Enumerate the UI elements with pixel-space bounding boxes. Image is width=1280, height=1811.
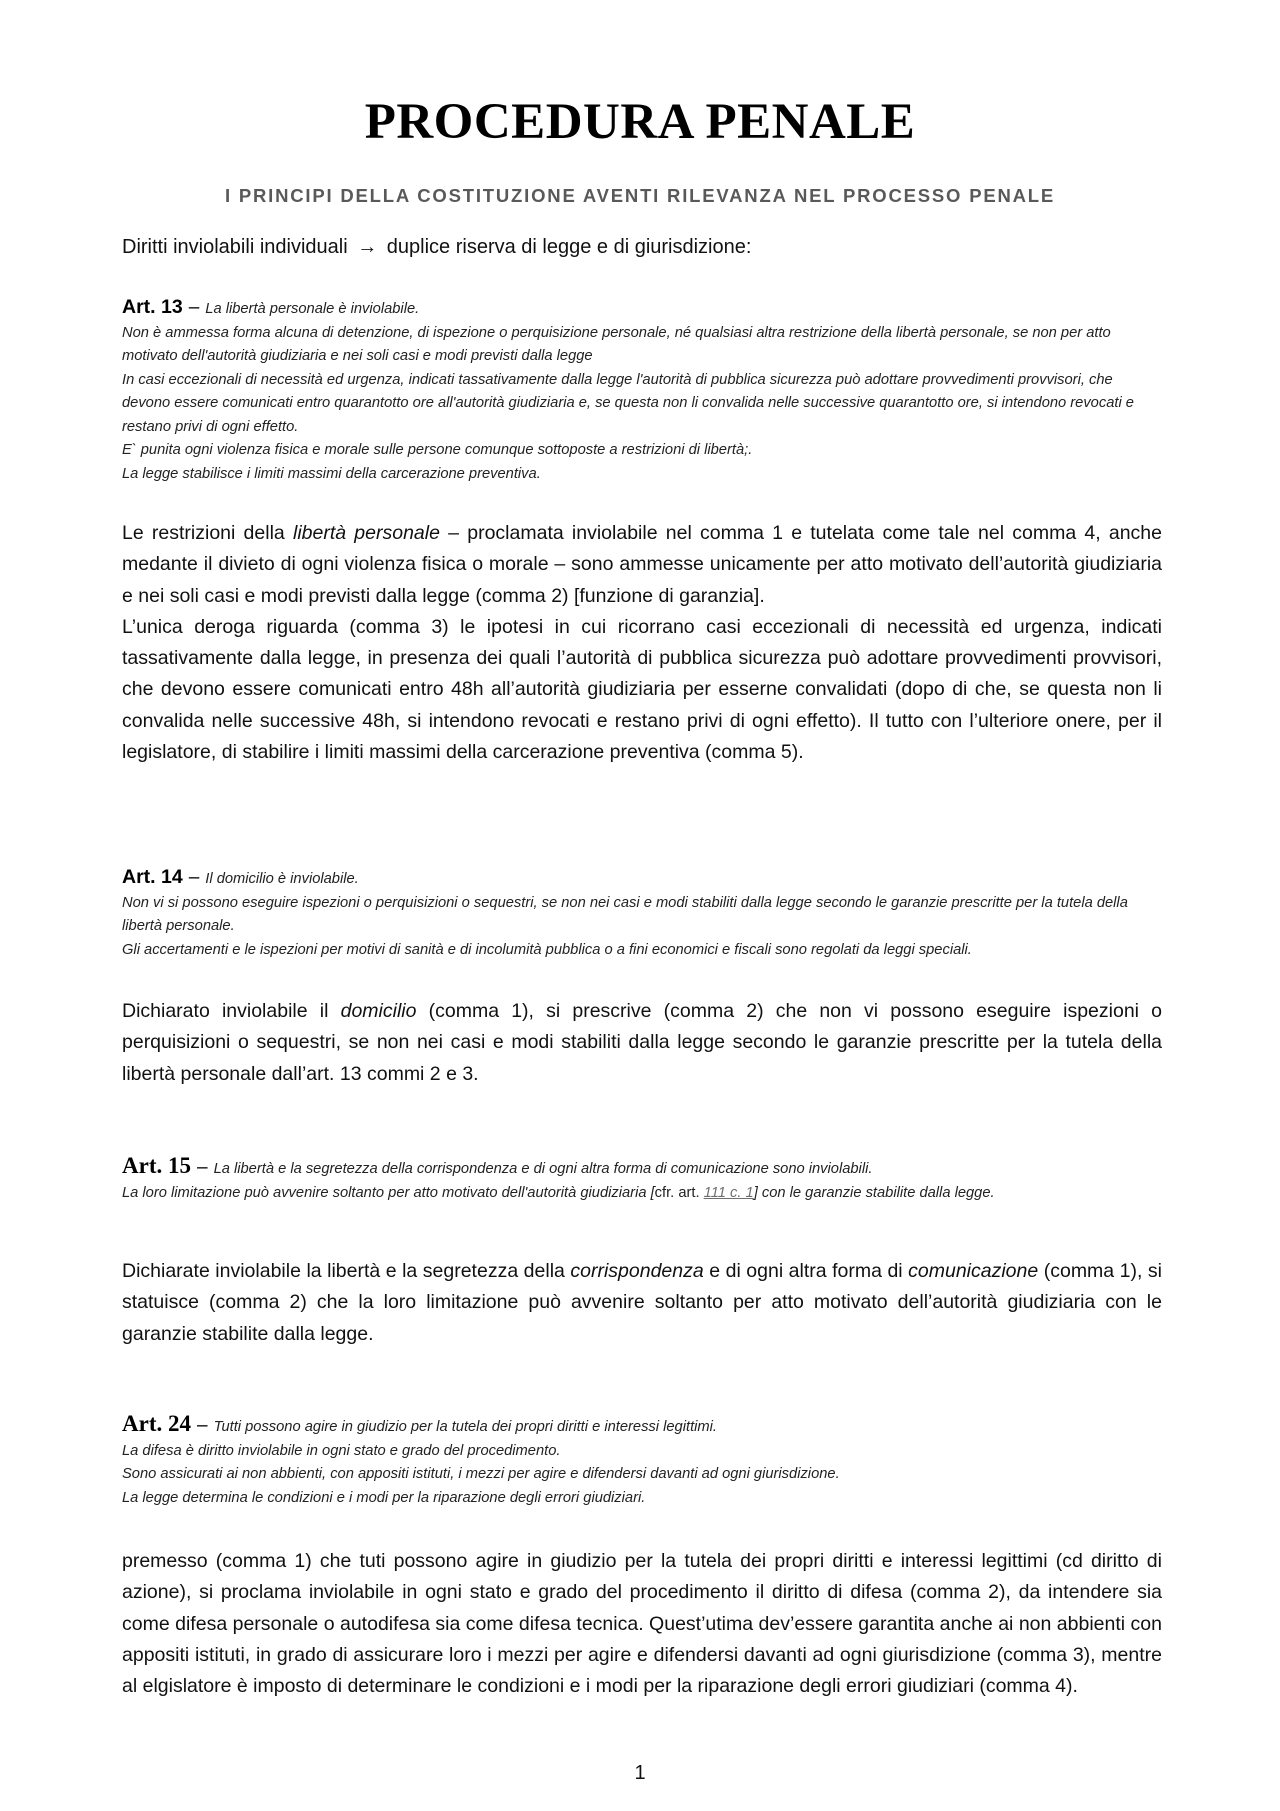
article-13-label: Art. 13 xyxy=(122,296,183,318)
cross-reference-prefix: cfr. art. xyxy=(654,1184,704,1201)
article-13-lead: La libertà personale è inviolabile. xyxy=(205,301,420,317)
commentary-text: Dichiarate inviolabile la libertà e la segretezza della xyxy=(122,1260,571,1282)
article-15-text-segment: ] con le garanzie stabilite dalla legge. xyxy=(753,1184,995,1201)
article-24-paragraph: Sono assicurati ai non abbienti, con appositi istituti, i mezzi per agire e difendersi davanti ad ogni giurisdizione. xyxy=(122,1466,840,1482)
article-24-lead: Tutti possono agire in giudizio per la tutela dei propri diritti e interessi legittimi. xyxy=(213,1419,717,1435)
article-14-text xyxy=(122,866,1162,962)
commentary-paragraph xyxy=(122,996,1162,1090)
commentary-text: (comma 1), si statuisce (comma 2) che la loro limitazione può avvenire soltanto per atto motivato dell’autorità giudiziaria con le garanzie stabilite dalla legge. xyxy=(122,1260,1162,1345)
article-14-paragraph: Non vi si possono eseguire ispezioni o perquisizioni o sequestri, se non nei casi e modi stabiliti dalla legge secondo le garanzie prescritte per la tutela della libertà personale. xyxy=(122,894,1128,934)
article-13-paragraph: In casi eccezionali di necessità ed urgenza, indicati tassativamente dalla legge l'autorità di pubblica sicurezza può adottare provvedimenti provvisori, che devono essere comunicati entro quarantotto ore all'autorità giudiziaria e, se questa non li convalida nelle successive quarantotto ore, si intendono revocati e restano privi di ogni effetto. xyxy=(122,371,1134,435)
article-24-text xyxy=(122,1412,1162,1510)
commentary-text: e di ogni altra forma di xyxy=(703,1260,909,1282)
commentary-text: (comma 1), si prescrive (comma 2) che non vi possono eseguire ispezioni o perquisizioni o sequestri, se non nei casi e modi stabiliti dalla legge secondo le garanzie prescritte per la tutela della libertà personale dall’art. 13 commi 2 e 3. xyxy=(122,1000,1163,1085)
article-111-link[interactable]: 111 c. 1 xyxy=(703,1184,754,1201)
article-14-commentary xyxy=(122,996,1162,1090)
article-13-paragraph: La legge stabilisce i limiti massimi della carcerazione preventiva. xyxy=(122,465,541,482)
commentary-paragraph xyxy=(122,1256,1162,1350)
intro-text-continued: duplice riserva di legge e di giurisdizione: xyxy=(386,236,752,258)
article-13-text xyxy=(122,296,1162,486)
commentary-paragraph: premesso (comma 1) che tuti possono agire in giudizio per la tutela dei propri diritti e interessi legittimi (cd diritto di azione), si proclama inviolabile in ogni stato e grado del procedimento il diritto di difesa (comma 2), da intendere sia come difesa personale o autodifesa sia come difesa tecnica. Quest’utima dev’essere garantita anche ai non abbienti con appositi istituti, in grado di assicurare loro i mezzi per agire e difendersi davanti ad ogni giurisdizione (comma 3), mentre al elgislatore è imposto di determinare le condizioni e i modi per la riparazione degli errori giudiziari (comma 4). xyxy=(122,1550,1162,1698)
commentary-text: – proclamata inviolabile nel comma 1 e tutelata come tale nel comma 4, anche medante il divieto di ogni violenza fisica o morale – sono ammesse unicamente per atto motivato dell’autorità giudiziaria e nei soli casi e modi previsti dalla legge (comma 2) [funzione di garanzia]. xyxy=(122,522,1162,607)
arrow-right-icon: → xyxy=(357,236,378,258)
article-15-commentary xyxy=(122,1256,1162,1350)
article-13-paragraph: E` punita ogni violenza fisica e morale sulle persone comunque sottoposte a restrizioni di libertà;. xyxy=(122,442,753,458)
intro-text: Diritti inviolabili individuali xyxy=(122,236,348,258)
commentary-text: Dichiarato inviolabile il xyxy=(122,1000,341,1022)
article-15-text xyxy=(122,1154,1162,1205)
article-15-text-segment: La loro limitazione può avvenire soltanto per atto motivato dell'autorità giudiziaria [ xyxy=(122,1184,655,1201)
commentary-paragraph xyxy=(122,518,1162,612)
commentary-emphasis: domicilio xyxy=(340,1000,417,1022)
article-24-paragraph: La difesa è diritto inviolabile in ogni stato e grado del procedimento. xyxy=(122,1442,561,1459)
article-15-paragraph xyxy=(122,1182,1162,1206)
article-24-paragraph: La legge determina le condizioni e i modi per la riparazione degli errori giudiziari. xyxy=(122,1489,646,1506)
article-24-label: Art. 24 xyxy=(122,1411,191,1436)
commentary-emphasis: libertà personale xyxy=(292,522,440,544)
commentary-emphasis: comunicazione xyxy=(908,1260,1039,1282)
commentary-text: Le restrizioni della xyxy=(122,522,293,544)
article-15-lead: La libertà e la segretezza della corrispondenza e di ogni altra forma di comunicazione sono inviolabili. xyxy=(213,1161,873,1177)
article-dash: – xyxy=(188,297,200,318)
article-14-lead: Il domicilio è inviolabile. xyxy=(205,871,359,887)
article-dash: – xyxy=(196,1157,208,1178)
commentary-paragraph: L’unica deroga riguarda (comma 3) le ipotesi in cui ricorrano casi eccezionali di necessità ed urgenza, indicati tassativamente dalla legge, in presenza dei quali l’autorità di pubblica sicurezza può adottare provvedimenti provvisori, che devono essere comunicati entro 48h all’autorità giudiziaria per esserne convalidati (dopo di che, se questa non li convalida nelle successive 48h, si intendono revocati e restano privi di ogni effetto). Il tutto con l’ulteriore onere, per il legislatore, di stabilire i limiti massimi della carcerazione preventiva (comma 5). xyxy=(122,615,1162,764)
section-subtitle: I PRINCIPI DELLA COSTITUZIONE AVENTI RILEVANZA NEL PROCESSO PENALE xyxy=(224,185,1056,206)
article-13-commentary xyxy=(122,518,1162,768)
article-dash: – xyxy=(196,1415,208,1436)
article-dash: – xyxy=(188,867,200,888)
commentary-emphasis: corrispondenza xyxy=(570,1260,704,1282)
page-number: 1 xyxy=(634,1762,646,1784)
article-15-label: Art. 15 xyxy=(122,1153,191,1178)
article-24-commentary xyxy=(122,1546,1162,1702)
document-title: PROCEDURA PENALE xyxy=(364,94,916,150)
article-13-paragraph: Non è ammessa forma alcuna di detenzione, di ispezione o perquisizione personale, né qualsiasi altra restrizione della libertà personale, se non per atto motivato dell'autorità giudiziaria e nei soli casi e modi previsti dalla legge xyxy=(122,324,1111,364)
article-14-paragraph: Gli accertamenti e le ispezioni per motivi di sanità e di incolumità pubblica o a fini economici e fiscali sono regolati da leggi speciali. xyxy=(122,941,972,958)
article-14-label: Art. 14 xyxy=(122,866,183,888)
intro-line xyxy=(122,232,1162,262)
